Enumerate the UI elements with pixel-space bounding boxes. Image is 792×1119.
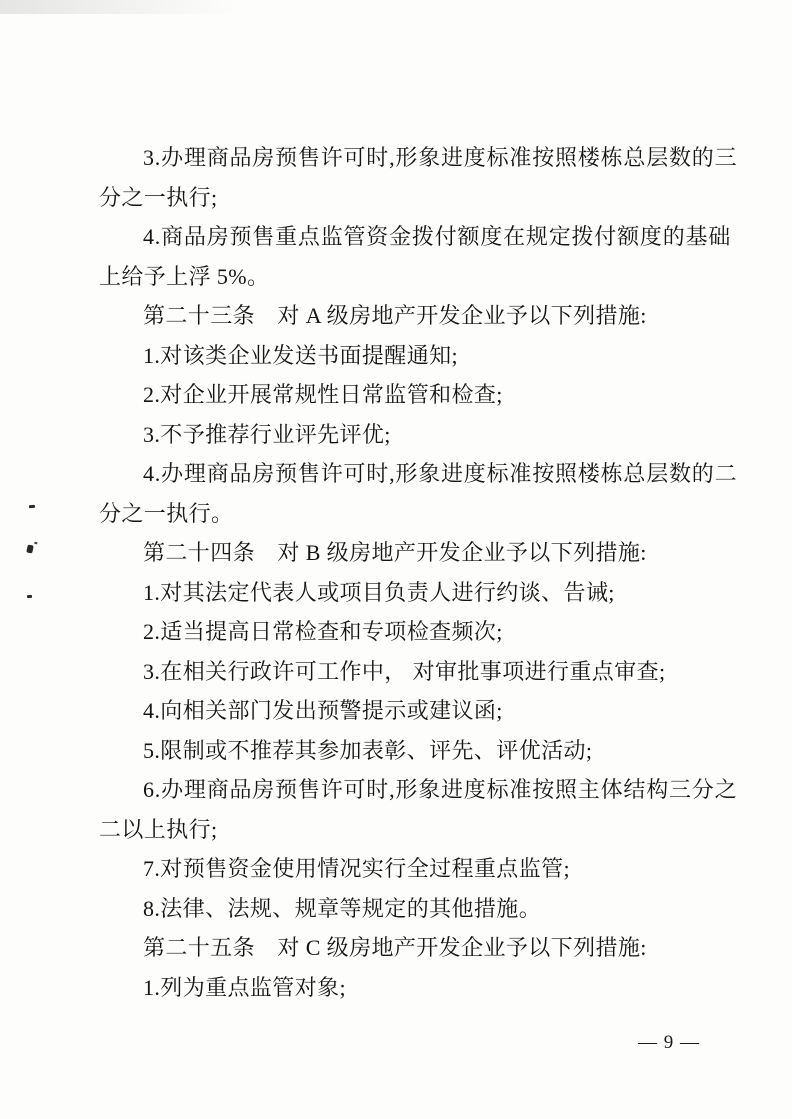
page-number: — 9 — (638, 1032, 700, 1053)
document-line: 8.法律、法规、规章等规定的其他措施。 (143, 895, 542, 921)
document-line: 分之一执行。 (99, 500, 234, 526)
document-line-article-25: 第二十五条 对 C 级房地产开发企业予以下列措施: (143, 935, 647, 960)
document-line-article-23: 第二十三条 对 A 级房地产开发企业予以下列措施: (143, 303, 647, 328)
document-line: 3.不予推荐行业评先评优; (143, 421, 391, 447)
scan-edge-shade (0, 0, 792, 14)
document-line: 4.商品房预售重点监管资金拨付额度在规定拨付额度的基础 (143, 224, 732, 249)
document-line: 二以上执行; (99, 816, 218, 842)
document-line: 分之一执行; (99, 184, 218, 210)
document-line: 7.对预售资金使用情况实行全过程重点监管; (143, 856, 571, 881)
document-line: 4.向相关部门发出预警提示或建议函; (143, 698, 503, 723)
scan-artifact-mark (26, 544, 34, 553)
document-line: 1.列为重点监管对象; (143, 974, 347, 1000)
document-line: 1.对该类企业发送书面提醒通知; (143, 342, 459, 368)
document-line: 3.在相关行政许可工作中， 对审批事项进行重点审查; (143, 658, 666, 684)
document-line: 4.办理商品房预售许可时,形象进度标准按照楼栋总层数的二 (143, 461, 738, 486)
document-line: 2.对企业开展常规性日常监管和检查; (143, 382, 503, 407)
scan-artifact-mark (27, 595, 32, 599)
document-line: 6.办理商品房预售许可时,形象进度标准按照主体结构三分之 (143, 777, 738, 802)
document-line: 2.适当提高日常检查和专项检查频次; (143, 619, 503, 644)
document-line-article-24: 第二十四条 对 B 级房地产开发企业予以下列措施: (143, 540, 647, 565)
document-line: 3.办理商品房预售许可时,形象进度标准按照楼栋总层数的三 (143, 145, 738, 170)
document-line: 5.限制或不推荐其参加表彰、评先、评优活动; (143, 737, 593, 763)
document-line: 上给予上浮 5%。 (99, 263, 270, 289)
scan-artifact-mark (29, 505, 35, 508)
document-text-block (99, 138, 738, 1007)
document-line: 1.对其法定代表人或项目负责人进行约谈、告诫; (143, 579, 615, 605)
